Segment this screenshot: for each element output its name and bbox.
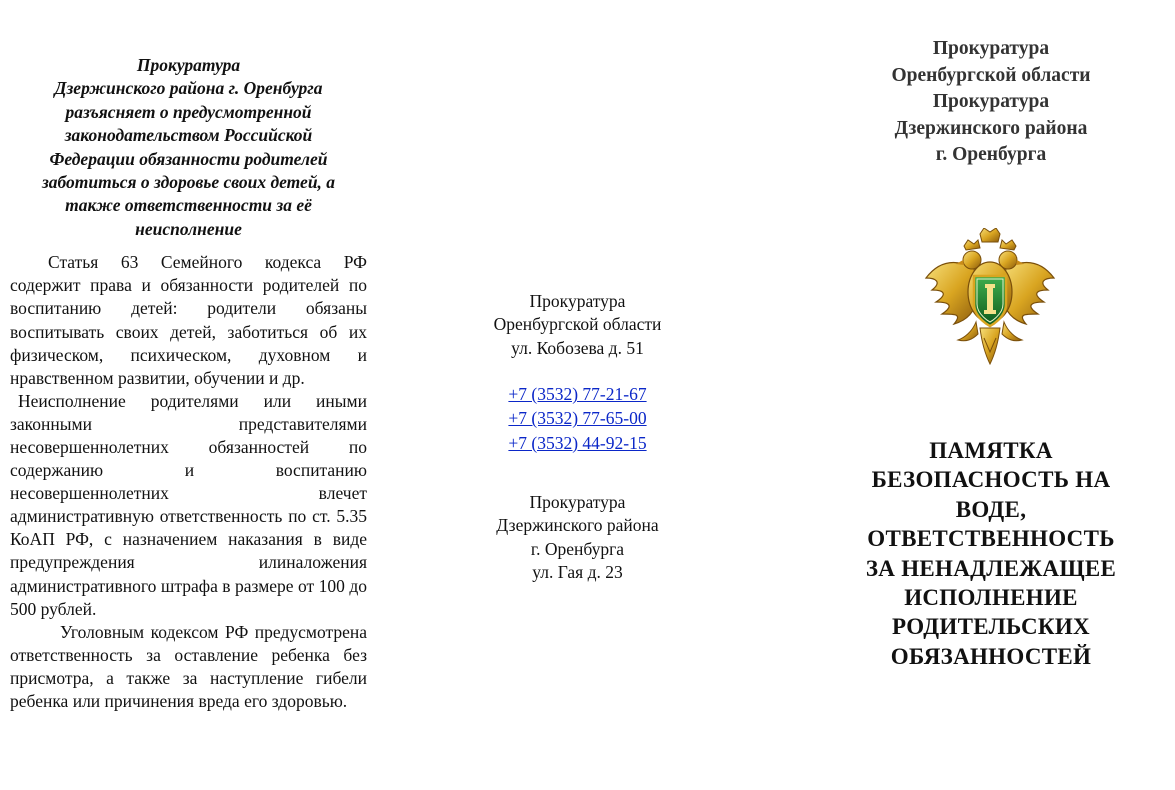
title-line: ИСПОЛНЕНИЕ [904, 585, 1078, 611]
address-line: ул. Кобозева д. 51 [511, 337, 644, 358]
header-line: г. Оренбурга [935, 144, 1047, 165]
phone-link[interactable]: +7 (3532) 44-92-15 [508, 432, 647, 453]
left-panel [10, 0, 367, 790]
paragraph-administrative: Неисполнение родителями или иными законными представителями несовершеннолетних обязанностей по содержанию и воспитанию несовершеннолетних влечет административную ответственность по ст. 5.35 КоАП РФ, с назначением наказания в виде предупреждения илиналожения административного штрафа в размере от 100 до 500 рублей. [10, 390, 367, 619]
address-line: г. Оренбурга [530, 538, 625, 559]
body-text [10, 251, 367, 713]
phone-link[interactable]: +7 (3532) 77-65-00 [508, 408, 647, 429]
organization-header [845, 36, 1137, 169]
intro-line: также ответственности за её [65, 195, 312, 216]
middle-panel [430, 0, 725, 790]
intro-line: Федерации обязанности родителей [49, 148, 328, 169]
paragraph-family-code: Статья 63 Семейного кодекса РФ содержит права и обязанности родителей по воспитанию детей: родители обязаны воспитывать своих детей, заботиться об их физическом, психическом, духовном и нравственном развитии, обучении и др. [10, 252, 367, 388]
title-line: ЗА НЕНАДЛЕЖАЩЕЕ [865, 555, 1117, 581]
intro-line: законодательством Российской [64, 125, 313, 146]
intro-heading [10, 54, 367, 241]
leaflet-title [845, 436, 1137, 671]
address-line: Прокуратура [529, 291, 626, 311]
regional-office-address [430, 290, 725, 360]
intro-line: заботиться о здоровье своих детей, а [41, 172, 336, 193]
address-line: ул. Гая д. 23 [532, 562, 623, 583]
intro-line: Дзержинского района г. Оренбурга [54, 78, 323, 99]
intro-line: Прокуратура [136, 55, 241, 75]
header-line: Прокуратура [932, 38, 1050, 59]
prosecutor-emblem-icon [924, 228, 1056, 366]
title-line: ОТВЕТСТВЕННОСТЬ [867, 526, 1115, 552]
title-line: ПАМЯТКА [929, 438, 1053, 463]
title-line: БЕЗОПАСНОСТЬ НА [871, 467, 1111, 493]
intro-line: неисполнение [135, 218, 242, 239]
title-line: ВОДЕ, [955, 496, 1027, 522]
phone-list [430, 382, 725, 455]
address-line: Дзержинского района [496, 515, 659, 536]
paragraph-criminal: Уголовным кодексом РФ предусмотрена ответственность за оставление ребенка без присмотра, а также за наступление гибели ребенка или причинения вреда его здоровью. [10, 621, 367, 712]
address-line: Прокуратура [529, 491, 626, 512]
header-line: Оренбургской области [891, 64, 1091, 86]
phone-link[interactable]: +7 (3532) 77-21-67 [508, 384, 647, 405]
intro-line: разъясняет о предусмотренной [65, 101, 312, 122]
address-line: Оренбургской области [493, 314, 662, 335]
right-panel [845, 0, 1137, 790]
header-line: Дзержинского района [894, 117, 1088, 139]
title-line: ОБЯЗАННОСТЕЙ [890, 643, 1092, 669]
header-line: Прокуратура [932, 91, 1050, 112]
district-office-address [430, 491, 725, 585]
title-line: РОДИТЕЛЬСКИХ [892, 614, 1090, 640]
